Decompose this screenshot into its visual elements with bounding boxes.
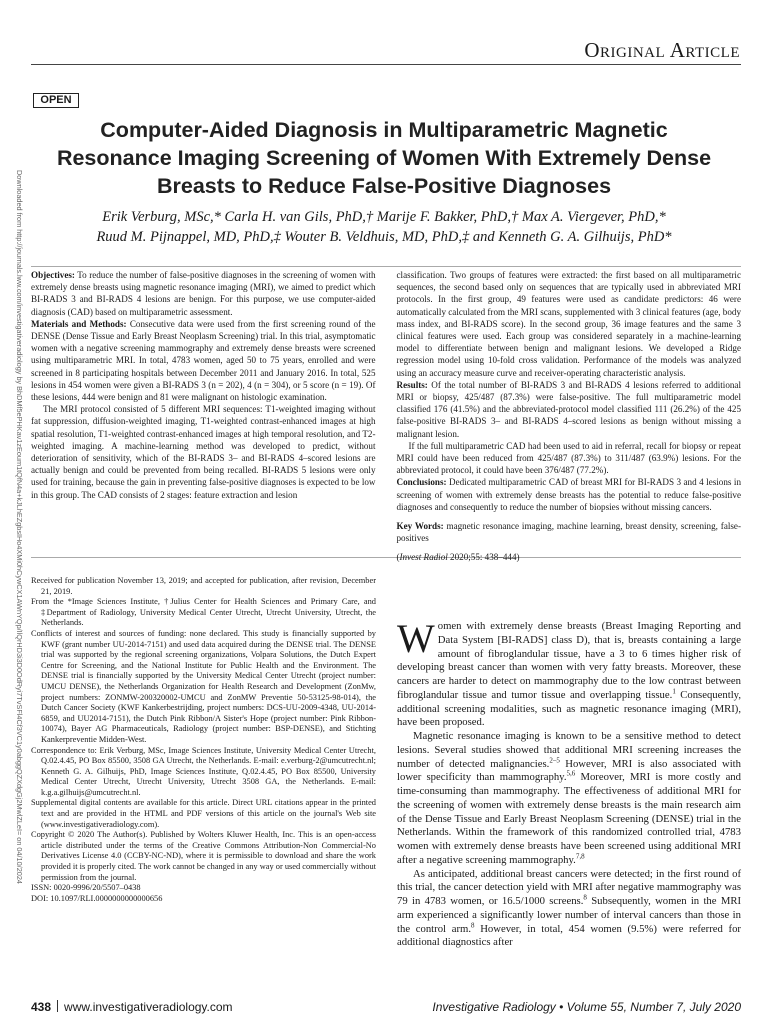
article-footnotes (31, 576, 376, 986)
objectives-text: To reduce the number of false-positive diagnoses in the screening of women with extremely dense breasts using magnetic resonance imaging (MRI), we aimed to predict which BI-RADS 3 and BI-RADS 4 lesions are benign. For this purpose, we use computer-aided diagnosis (CAD) based on multiparametric assessment. (31, 270, 376, 317)
abstract-column-right (396, 267, 742, 563)
results-text: Of the total number of BI-RADS 3 and BI-RADS 4 lesions referred to additional MRI or biopsy, 425/487 (87.3%) were false-positive. The full multiparametric model classified 176 (41.5%) and the abbreviated-protocol model classified 111 (26.2%) of the 425 false-positive BI-RADS 3– and BI-RADS 4–scored lesions as benign without missing a malignant lesion. (396, 379, 741, 439)
abstract-citation: (Invest Radiol 2020;55: 438–444) (396, 552, 520, 563)
author-line: Ruud M. Pijnappel, MD, PhD,‡ Wouter B. Veldhuis, MD, PhD,‡ and Kenneth G. A. Gilhuijs, PhD* (96, 229, 672, 245)
citation-ref[interactable]: 5,6 (566, 769, 576, 778)
conclusions-label: Conclusions: (396, 477, 447, 488)
note-correspondence: Correspondence to: Erik Verburg, MSc, Image Sciences Institute, University Medical Center Utrecht, Q.02.4.45, PO Box 85500, 3508 GA Utrecht, the Netherlands. E-mail: e.verburg-2@umcutrecht.nl; Kenneth G. A. Gilhuijs, PhD, Image Sciences Institute, Q.02.4.45, PO Box 85500, University Medical Center Utrecht, Utrecht University, Utrecht 3508 GA, the Netherlands. E-mail: k.g.a.gilhuijs@umcutrecht.nl. (31, 745, 376, 797)
note-received: Received for publication November 13, 2019; and accepted for publication, after revision, December 21, 2019. (31, 576, 376, 596)
body-text: As anticipated, additional breast cancers were detected; in the first round of this trial, the cancer detection yield with MRI after negative mammography was 79 in 4783 women, or 16.5/1000 screens. (397, 867, 741, 907)
abstract-conclusions (397, 476, 742, 513)
note-copyright: Copyright © 2020 The Author(s). Published by Wolters Kluwer Health, Inc. This is an open-access article distributed under the terms of the Creative Commons Attribution-Non Commercial-No Derivatives License 4.0 (CCBY-NC-ND), where it is permissible to download and share the work provided it is properly cited. The work cannot be changed in any way or used commercially without permission from the journal. (31, 830, 376, 882)
abstract-keywords (397, 520, 742, 544)
page-footer (31, 998, 741, 1016)
footer-left (31, 998, 233, 1016)
keywords-text: magnetic resonance imaging, machine learning, breast density, screening, false-positives (396, 521, 741, 544)
abstract-results (397, 379, 742, 440)
body-paragraph (397, 616, 741, 730)
note-conflicts-funding: Conflicts of interest and sources of funding: none declared. This study is financially supported by KWF (grant number UU-2014-7151) and used data acquired during the DENSE trial. The DENSE trial was supported by the regional screening organizations, Volpara Solutions, the Dutch Expert Centre for Screening, and the National Institute for Public Health and the Environment. The DENSE trial is financially supported by the University Medical Center Utrecht (project number: UMCU DENSE), the Netherlands Organization for Health Research and Development (ZonMw, project numbers: ZONMW-200320002-UMCU and ZonMW Preventie 50-53125-98-014), the Dutch Cancer Society (KWF Kankerbestrijding, project numbers: DCS-UU-2009-4348, UU-2014-6859, and UU2014-7151), the Dutch Pink Ribbon/A Sister's Hope (project number: Pink Ribbon-10074), Bayer AG Pharmaceuticals, Radiology (project number: BSP-DENSE), and Stichting Kankerpreventie Midden-West. (31, 628, 376, 744)
journal-issue-info: Investigative Radiology • Volume 55, Number 7, July 2020 (432, 1000, 741, 1014)
footer-divider (57, 1000, 58, 1012)
abstract-objectives (31, 269, 376, 318)
section-label: Original Article (584, 38, 740, 62)
abstract-methods (31, 318, 376, 403)
body-text: However, in total, 454 women (9.5%) were referred for additional diagnostics after (397, 922, 741, 949)
note-affiliations: From the *Image Sciences Institute, †Julius Center for Health Sciences and Primary Care, and ‡Department of Radiology, University Medical Center Utrecht, Utrecht University, Utrecht, the Netherlands. (31, 597, 376, 628)
body-text: Magnetic resonance imaging is known to be a sensitive method to detect lesions. Several studies showed that additional MRI screening increases the number of detected malignancies. (397, 730, 741, 770)
conclusions-text: Dedicated multiparametric CAD of breast MRI for BI-RADS 3 and 4 lesions in screening of women with extremely dense breasts has the potential to reduce false-positive diagnoses and consequently to reduce the number of biopsies without missing cancers. (396, 477, 741, 512)
page-number: 438 (31, 1000, 52, 1014)
body-text: omen with extremely dense breasts (Breast Imaging Reporting and Data System [BI-RADS] class D), that is, breasts containing a large amount of fibroglandular tissue, have a 3 to 6 times higher risk of developing breast cancer than women with very fatty breasts. Moreover, these cancers are harder to detect on mammography due to the low contrast between fibroglandular tissue and tumor tissue and overlapping tissue. (397, 620, 741, 701)
body-text: However, MRI is also associated with lower specificity than mammography. (397, 757, 741, 784)
abstract (31, 266, 741, 563)
drop-cap: W (397, 616, 435, 661)
body-text: Moreover, MRI is more costly and time-consuming than mammography. The effectiveness of additional MRI for the screening of women with extremely dense breasts is the main research aim of the Dense Tissue and Early Breast Neoplasm Screening (DENSE) trial in the Netherlands. Within the framework of this randomized controlled trial, 4783 women with extremely dense breasts have been screened using additional MRI after a negative screening mammography. (397, 771, 741, 866)
journal-website-link[interactable]: www.investigativeradiology.com (64, 1000, 233, 1014)
abstract-results-continued: If the full multiparametric CAD had been used to aid in referral, recall for biopsy or repeat MRI could have been reduced from 425/487 (87.3%) to 311/487 (63.9%) lesions. For the abbreviated protocol, it could have been 376/487 (77.2%). (396, 440, 741, 476)
citation-detail: 2020;55: 438–444) (447, 552, 520, 563)
body-paragraph (397, 730, 741, 868)
abstract-column-left (31, 267, 376, 557)
citation-ref[interactable]: 7,8 (575, 852, 585, 861)
citation-ref[interactable]: 8 (471, 920, 475, 929)
open-access-badge: OPEN (33, 93, 79, 108)
article-body (397, 616, 742, 990)
citation-ref[interactable]: 1 (672, 687, 676, 696)
objectives-label: Objectives: (31, 270, 75, 280)
methods-text: Consecutive data were used from the first screening round of the DENSE (Dense Tissue and Early Breast Neoplasm Screening) trial. In this trial, asymptomatic women with a negative screening mammography and extremely dense breasts were screened using multiparametric MRI. In total, 4783 women, aged 50 to 75 years, enrolled and were screened in 8 participating hospitals between December 2011 and January 2016. In total, 525 lesions in 454 women were given a BI-RADS 3 (n = 202), 4 (n = 304), or 5 score (n = 19). Of these lesions, 444 were benign and 81 were malignant on histologic examination. (31, 318, 376, 403)
header-rule (31, 64, 741, 65)
methods-label: Materials and Methods: (31, 318, 127, 329)
body-text: Consequently, additional screening modalities, such as magnetic resonance imaging (MRI), have been proposed. (397, 688, 741, 729)
author-line: Erik Verburg, MSc,* Carla H. van Gils, PhD,† Marije F. Bakker, PhD,† Max A. Viergever, PhD,* (102, 209, 666, 225)
author-list (40, 207, 728, 247)
article-title: Computer-Aided Diagnosis in Multiparametric Magnetic Resonance Imaging Screening of Women With Extremely Dense Breasts to Reduce False-Positive Diagnoses (56, 118, 712, 198)
citation-ref[interactable]: 8 (583, 893, 587, 902)
citation-journal: Invest Radiol (399, 552, 448, 563)
citation-ref[interactable]: 2–5 (549, 755, 560, 764)
note-doi: DOI: 10.1097/RLI.0000000000000656 (31, 893, 163, 903)
body-paragraph (397, 868, 741, 951)
keywords-label: Key Words: (396, 521, 444, 532)
download-watermark: Downloaded from http://journals.lww.com/investigativeradiology by BhDMf5ePHKav1zEoum1tQfN4a+kJLhEZgbsIHo4XMi0hCywCX1AWnYQp/IlQrHD3i3D0OdRyi7TvSFl4Cf3VC1y0abggQZXdgGj2MwlZLeI= on 04/10/2024 (15, 170, 24, 884)
results-label: Results: (396, 379, 428, 390)
abstract-protocol: The MRI protocol consisted of 5 different MRI sequences: T1-weighted imaging without fat suppression, diffusion-weighted imaging, T1-weighted contrast-enhanced images at high spatial resolution, T1-weighted contrast-enhanced images at high temporal resolution, and T2-weighted imaging. A machine-learning method was developed to predict, without deterioration of sensitivity, which of the BI-RADS 3– and BI-RADS 4–scored lesions are actually benign and could be prevented from being recalled. BI-RADS 5 lesions were only used for training, because the gain in preventing false-positive diagnoses is expected to be low in this group. The CAD consists of 2 stages: feature extraction and lesion (31, 404, 376, 500)
abstract-classification: classification. Two groups of features were extracted: the first based on all multiparametric sequences, the second based only on sequences that are typically used in abbreviated MRI protocols. In the first group, 49 features were used as candidate predictors: 46 were automatically calculated from the MRI scans, supplemented with 3 clinical features (age, body mass index, and BI-RADS score). In the second group, 36 image features and the same 3 clinical features were used. Each group was considered separately in a machine-learning model to differentiate between benign and malignant lesions. We developed a Ridge regression model using 10-fold cross validation. Performance of the models was analyzed using an accuracy measure curve and receiver-operating characteristic analysis. (396, 270, 741, 378)
note-supplemental: Supplemental digital contents are available for this article. Direct URL citations appear in the printed text and are provided in the HTML and PDF versions of this article on the journal's Web site (www.investigativeradiology.com). (31, 798, 376, 829)
note-issn: ISSN: 0020-9996/20/5507–0438 (31, 883, 141, 893)
body-text: Subsequently, women in the MRI arm experienced a significantly lower number of interval cancers than those in the control arm. (397, 895, 742, 935)
